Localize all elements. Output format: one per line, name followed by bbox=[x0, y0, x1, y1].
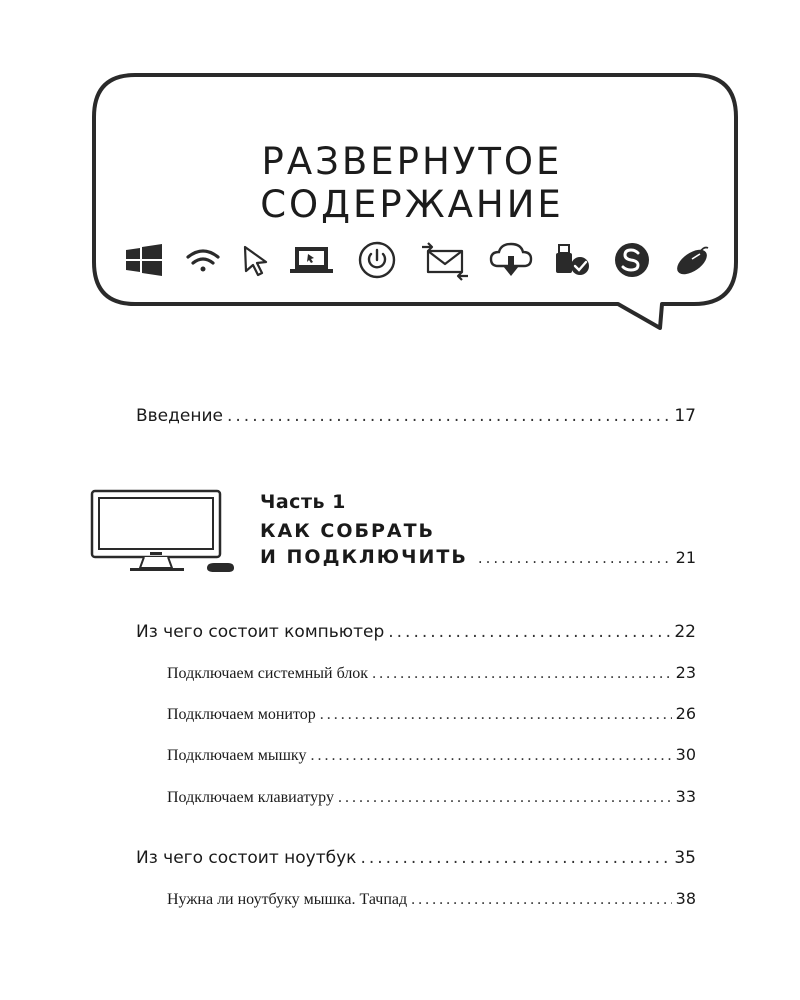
toc-label: Подключаем системный блок bbox=[167, 665, 369, 682]
toc-label: Подключаем мышку bbox=[167, 747, 307, 764]
toc-page-number: 21 bbox=[675, 548, 696, 567]
toc-entry-subsection[interactable] bbox=[167, 704, 696, 724]
toc-page-number: 30 bbox=[675, 745, 696, 764]
toc-page-number: 26 bbox=[675, 704, 696, 723]
toc-page-number: 35 bbox=[674, 848, 696, 868]
toc-entry-subsection[interactable] bbox=[167, 787, 696, 807]
usb-check-icon bbox=[556, 245, 589, 275]
monitor-icon bbox=[86, 488, 238, 580]
dot-leader bbox=[411, 891, 671, 909]
dot-leader bbox=[388, 622, 670, 642]
laptop-icon bbox=[290, 247, 333, 273]
mouse-icon bbox=[673, 245, 711, 279]
toc-page-number: 22 bbox=[674, 622, 696, 642]
windows-icon bbox=[126, 244, 162, 276]
toc-page-number: 38 bbox=[675, 889, 696, 908]
toc-label: Подключаем монитор bbox=[167, 706, 316, 723]
toc-entry-subsection[interactable] bbox=[167, 889, 696, 909]
dot-leader bbox=[227, 406, 670, 426]
wifi-icon bbox=[188, 251, 218, 272]
dot-leader bbox=[310, 747, 671, 765]
dot-leader bbox=[360, 848, 670, 868]
part-number: Часть 1 bbox=[260, 491, 346, 513]
power-icon bbox=[360, 243, 394, 277]
toc-page-number: 17 bbox=[674, 406, 696, 426]
dot-leader bbox=[320, 706, 672, 724]
toc-page-number: 33 bbox=[675, 787, 696, 806]
toc-label: Нужна ли ноутбуку мышка. Тачпад bbox=[167, 891, 408, 908]
toc-page-number: 23 bbox=[675, 663, 696, 682]
toc-entry-part-1[interactable] bbox=[260, 546, 696, 568]
toc-entry-subsection[interactable] bbox=[167, 663, 696, 683]
toc-entry-section[interactable] bbox=[136, 848, 696, 868]
skype-icon bbox=[615, 243, 649, 277]
dot-leader bbox=[372, 665, 672, 683]
part-title-line-2: И ПОДКЛЮЧИТЬ bbox=[260, 546, 468, 568]
toc-entry-intro[interactable] bbox=[136, 406, 696, 426]
icon-row bbox=[0, 0, 800, 340]
dot-leader bbox=[478, 549, 672, 567]
toc-entry-subsection[interactable] bbox=[167, 745, 696, 765]
part-heading bbox=[260, 488, 435, 546]
toc-entry-section[interactable] bbox=[136, 622, 696, 642]
toc-label: Из чего состоит ноутбук bbox=[136, 848, 357, 868]
toc-label: Из чего состоит компьютер bbox=[136, 622, 385, 642]
toc-label: Введение bbox=[136, 406, 223, 426]
toc-label: Подключаем клавиатуру bbox=[167, 789, 334, 806]
dot-leader bbox=[338, 789, 672, 807]
mail-icon bbox=[422, 243, 468, 280]
cursor-icon bbox=[245, 247, 266, 275]
title-line-1: РАЗВЕРНУТОЕ bbox=[261, 140, 563, 183]
title-line-2: СОДЕРЖАНИЕ bbox=[260, 183, 564, 226]
cloud-download-icon bbox=[491, 244, 531, 276]
part-title-line-1: КАК СОБРАТЬ bbox=[260, 520, 436, 542]
